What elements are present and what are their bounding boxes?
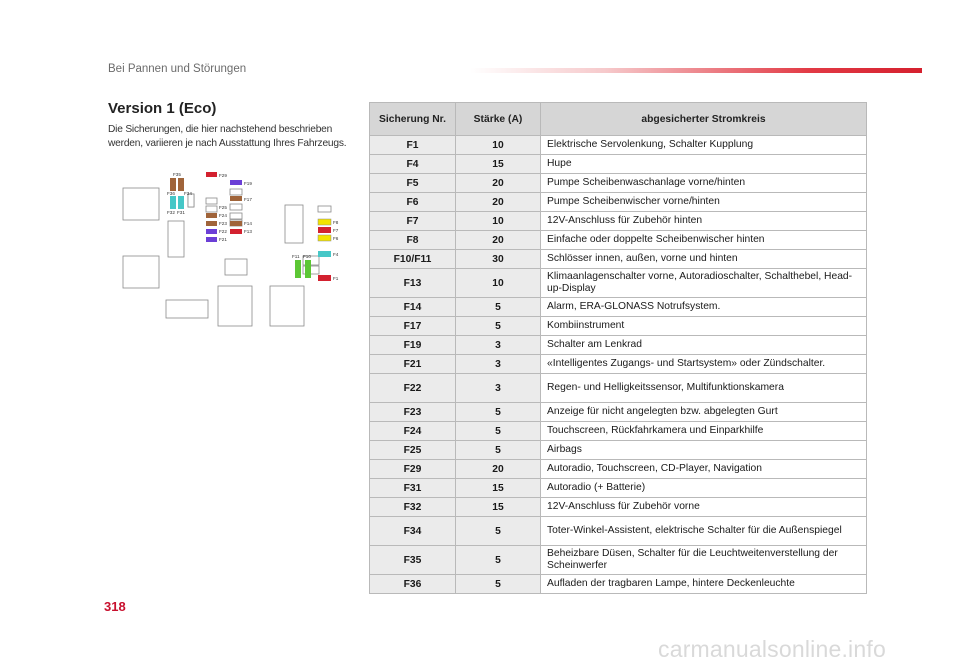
amp-cell: 3 bbox=[456, 374, 541, 403]
table-row bbox=[370, 441, 867, 460]
fuse-f11 bbox=[295, 260, 301, 278]
table-row bbox=[370, 460, 867, 479]
circuit-cell: «Intelligentes Zugangs- und Startsystem» oder Zündschalter. bbox=[541, 355, 867, 374]
fuse-f1 bbox=[318, 275, 331, 281]
circuit-cell: Touchscreen, Rückfahrkamera und Einparkhilfe bbox=[541, 422, 867, 441]
amp-cell: 10 bbox=[456, 136, 541, 155]
fuse-f4 bbox=[318, 251, 331, 257]
table-row bbox=[370, 374, 867, 403]
label-f1: F1 bbox=[333, 276, 339, 281]
fuse-slots bbox=[170, 172, 331, 281]
header-fuse: Sicherung Nr. bbox=[370, 103, 456, 136]
fuse-f14 bbox=[230, 221, 242, 226]
diagram-outlines bbox=[123, 188, 331, 326]
amp-cell: 3 bbox=[456, 336, 541, 355]
circuit-cell: Anzeige für nicht angelegten bzw. abgelegten Gurt bbox=[541, 403, 867, 422]
table-row bbox=[370, 231, 867, 250]
circuit-cell: Kombiinstrument bbox=[541, 317, 867, 336]
amp-cell: 20 bbox=[456, 460, 541, 479]
table-row bbox=[370, 498, 867, 517]
table-row bbox=[370, 317, 867, 336]
label-f36: F36 bbox=[167, 191, 175, 196]
circuit-cell: 12V-Anschluss für Zubehör vorne bbox=[541, 498, 867, 517]
fuse-cell: F22 bbox=[370, 374, 456, 403]
section-intro: Die Sicherungen, die hier nachstehend beschrieben werden, variieren je nach Ausstattung Ihres Fahrzeugs. bbox=[108, 124, 347, 149]
fuse-box-diagram bbox=[118, 166, 348, 331]
fuse-cell: F31 bbox=[370, 479, 456, 498]
page-number: 318 bbox=[104, 599, 126, 614]
table-row bbox=[370, 136, 867, 155]
fuse-cell: F5 bbox=[370, 174, 456, 193]
amp-cell: 15 bbox=[456, 498, 541, 517]
fuse-f19 bbox=[230, 180, 242, 185]
label-f35: F35 bbox=[173, 172, 181, 177]
fuse-cell: F14 bbox=[370, 298, 456, 317]
fuse-f36 bbox=[178, 178, 184, 191]
section-title: Version 1 (Eco) bbox=[108, 100, 217, 117]
circuit-cell: Toter-Winkel-Assistent, elektrische Schalter für die Außenspiegel bbox=[541, 517, 867, 546]
amp-cell: 20 bbox=[456, 231, 541, 250]
fuse-cell: F34 bbox=[370, 517, 456, 546]
label-f19: F19 bbox=[244, 181, 252, 186]
fuse-f24 bbox=[206, 213, 217, 218]
amp-cell: 5 bbox=[456, 517, 541, 546]
table-row bbox=[370, 575, 867, 594]
header-amp: Stärke (A) bbox=[456, 103, 541, 136]
amp-cell: 5 bbox=[456, 441, 541, 460]
label-f31: F31 bbox=[177, 210, 185, 215]
fuse-f17 bbox=[230, 196, 242, 201]
fuse-f32 bbox=[170, 196, 176, 209]
fuse-cell: F23 bbox=[370, 403, 456, 422]
amp-cell: 10 bbox=[456, 269, 541, 298]
label-f11: F11 bbox=[292, 254, 300, 259]
label-f6: F6 bbox=[333, 236, 339, 241]
fuse-f7 bbox=[318, 227, 331, 233]
label-f4: F4 bbox=[333, 252, 339, 257]
fuse-cell: F8 bbox=[370, 231, 456, 250]
fuse-f21 bbox=[206, 237, 217, 242]
amp-cell: 5 bbox=[456, 422, 541, 441]
fuse-table-body bbox=[370, 136, 867, 594]
fuse-cell: F29 bbox=[370, 460, 456, 479]
amp-cell: 20 bbox=[456, 174, 541, 193]
amp-cell: 20 bbox=[456, 193, 541, 212]
label-f10: F10 bbox=[303, 254, 311, 259]
label-f21: F21 bbox=[219, 237, 227, 242]
amp-cell: 15 bbox=[456, 155, 541, 174]
circuit-cell: Elektrische Servolenkung, Schalter Kupplung bbox=[541, 136, 867, 155]
fuse-table bbox=[369, 102, 867, 594]
fuse-cell: F7 bbox=[370, 212, 456, 231]
fuse-f6 bbox=[318, 235, 331, 241]
fuse-f23 bbox=[206, 221, 217, 226]
table-row bbox=[370, 422, 867, 441]
fuse-f13 bbox=[230, 229, 242, 234]
label-f25: F25 bbox=[219, 205, 227, 210]
circuit-cell: Regen- und Helligkeitssensor, Multifunktionskamera bbox=[541, 374, 867, 403]
table-row bbox=[370, 355, 867, 374]
fuse-f29 bbox=[206, 172, 217, 177]
label-f29: F29 bbox=[219, 173, 227, 178]
amp-cell: 5 bbox=[456, 575, 541, 594]
circuit-cell: Pumpe Scheibenwaschanlage vorne/hinten bbox=[541, 174, 867, 193]
table-row bbox=[370, 155, 867, 174]
circuit-cell: Schalter am Lenkrad bbox=[541, 336, 867, 355]
table-row bbox=[370, 517, 867, 546]
table-row bbox=[370, 212, 867, 231]
label-f23: F23 bbox=[219, 221, 227, 226]
label-f13: F13 bbox=[244, 229, 252, 234]
fuse-cell: F1 bbox=[370, 136, 456, 155]
fuse-f35 bbox=[170, 178, 176, 191]
fuse-cell: F4 bbox=[370, 155, 456, 174]
table-row bbox=[370, 269, 867, 298]
table-row bbox=[370, 479, 867, 498]
table-header-row bbox=[370, 103, 867, 136]
amp-cell: 30 bbox=[456, 250, 541, 269]
fuse-f8 bbox=[318, 219, 331, 225]
fuse-cell: F19 bbox=[370, 336, 456, 355]
circuit-cell: Aufladen der tragbaren Lampe, hintere Deckenleuchte bbox=[541, 575, 867, 594]
circuit-cell: Hupe bbox=[541, 155, 867, 174]
circuit-cell: Klimaanlagenschalter vorne, Autoradioschalter, Schalthebel, Head-up-Display bbox=[541, 269, 867, 298]
amp-cell: 10 bbox=[456, 212, 541, 231]
label-f8: F8 bbox=[333, 220, 339, 225]
fuse-cell: F24 bbox=[370, 422, 456, 441]
table-row bbox=[370, 250, 867, 269]
amp-cell: 5 bbox=[456, 546, 541, 575]
circuit-cell: Einfache oder doppelte Scheibenwischer hinten bbox=[541, 231, 867, 250]
watermark: carmanualsonline.info bbox=[658, 636, 886, 662]
label-f32: F32 bbox=[167, 210, 175, 215]
circuit-cell: Autoradio (+ Batterie) bbox=[541, 479, 867, 498]
fuse-cell: F13 bbox=[370, 269, 456, 298]
fuse-cell: F21 bbox=[370, 355, 456, 374]
circuit-cell: 12V-Anschluss für Zubehör hinten bbox=[541, 212, 867, 231]
fuse-cell: F35 bbox=[370, 546, 456, 575]
fuse-cell: F36 bbox=[370, 575, 456, 594]
header-accent-bar bbox=[470, 68, 922, 73]
amp-cell: 5 bbox=[456, 298, 541, 317]
header-circuit: abgesicherter Stromkreis bbox=[541, 103, 867, 136]
table-row bbox=[370, 298, 867, 317]
label-f34: F34 bbox=[184, 191, 192, 196]
page-header-title: Bei Pannen und Störungen bbox=[108, 63, 247, 75]
circuit-cell: Autoradio, Touchscreen, CD-Player, Navigation bbox=[541, 460, 867, 479]
amp-cell: 3 bbox=[456, 355, 541, 374]
circuit-cell: Beheizbare Düsen, Schalter für die Leuchtweitenverstellung der Scheinwerfer bbox=[541, 546, 867, 575]
fuse-cell: F6 bbox=[370, 193, 456, 212]
label-f22: F22 bbox=[219, 229, 227, 234]
circuit-cell: Alarm, ERA-GLONASS Notrufsystem. bbox=[541, 298, 867, 317]
amp-cell: 15 bbox=[456, 479, 541, 498]
table-row bbox=[370, 546, 867, 575]
circuit-cell: Schlösser innen, außen, vorne und hinten bbox=[541, 250, 867, 269]
fuse-f22 bbox=[206, 229, 217, 234]
fuse-f10 bbox=[305, 260, 311, 278]
table-row bbox=[370, 403, 867, 422]
label-f17: F17 bbox=[244, 197, 252, 202]
table-row bbox=[370, 174, 867, 193]
label-f24: F24 bbox=[219, 213, 227, 218]
table-row bbox=[370, 336, 867, 355]
label-f14: F14 bbox=[244, 221, 252, 226]
fuse-cell: F32 bbox=[370, 498, 456, 517]
fuse-f31 bbox=[178, 196, 184, 209]
circuit-cell: Pumpe Scheibenwischer vorne/hinten bbox=[541, 193, 867, 212]
amp-cell: 5 bbox=[456, 403, 541, 422]
fuse-cell: F25 bbox=[370, 441, 456, 460]
fuse-cell: F17 bbox=[370, 317, 456, 336]
fuse-cell: F10/F11 bbox=[370, 250, 456, 269]
label-f7: F7 bbox=[333, 228, 339, 233]
circuit-cell: Airbags bbox=[541, 441, 867, 460]
amp-cell: 5 bbox=[456, 317, 541, 336]
table-row bbox=[370, 193, 867, 212]
